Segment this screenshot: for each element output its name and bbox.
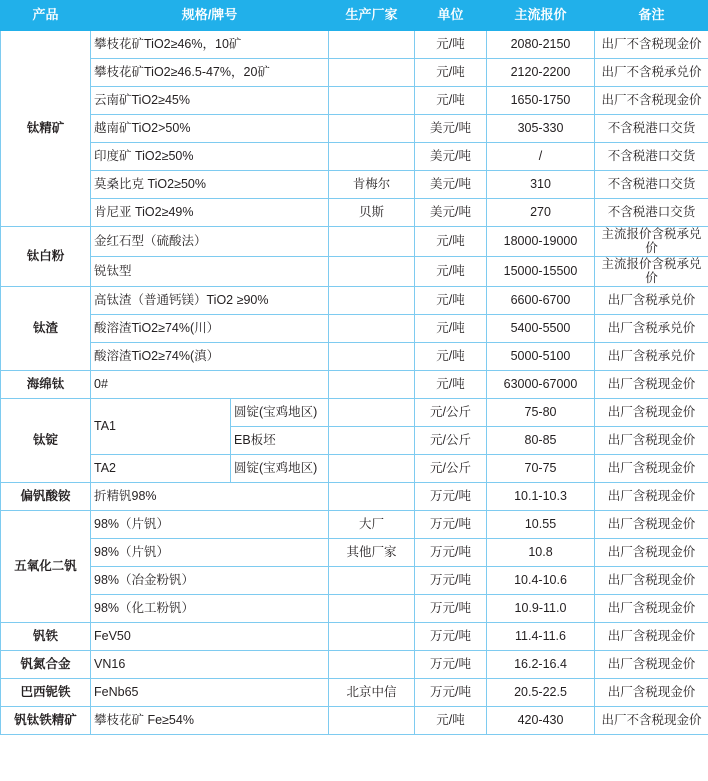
unit-cell: 美元/吨 bbox=[415, 115, 487, 143]
unit-cell: 美元/吨 bbox=[415, 171, 487, 199]
remark-cell: 不含税港口交货 bbox=[595, 199, 708, 227]
price-cell: 270 bbox=[487, 199, 595, 227]
table-row bbox=[1, 454, 708, 482]
remark-cell: 出厂含税现金价 bbox=[595, 454, 708, 482]
unit-cell: 元/公斤 bbox=[415, 398, 487, 426]
manufacturer-cell bbox=[329, 314, 415, 342]
price-cell: 5000-5100 bbox=[487, 342, 595, 370]
remark-cell: 出厂不含税现金价 bbox=[595, 31, 708, 59]
spec-detail-cell: 圆锭(宝鸡地区) bbox=[231, 454, 329, 482]
price-cell: 70-75 bbox=[487, 454, 595, 482]
table-row bbox=[1, 398, 708, 426]
unit-cell: 万元/吨 bbox=[415, 566, 487, 594]
unit-cell: 万元/吨 bbox=[415, 650, 487, 678]
remark-cell: 出厂不含税现金价 bbox=[595, 706, 708, 734]
manufacturer-cell bbox=[329, 286, 415, 314]
price-cell: / bbox=[487, 143, 595, 171]
table-body bbox=[1, 31, 708, 735]
spec-cell: 高钛渣（普通钙镁）TiO2 ≥90% bbox=[91, 286, 329, 314]
spec-cell: 云南矿TiO2≥45% bbox=[91, 87, 329, 115]
remark-cell: 出厂含税现金价 bbox=[595, 594, 708, 622]
table-row bbox=[1, 31, 708, 59]
price-cell: 10.8 bbox=[487, 538, 595, 566]
spec-cell: 98%（片钒） bbox=[91, 538, 329, 566]
product-cell: 钛锭 bbox=[1, 398, 91, 482]
spec-cell: FeNb65 bbox=[91, 678, 329, 706]
remark-cell: 不含税港口交货 bbox=[595, 143, 708, 171]
spec-cell: VN16 bbox=[91, 650, 329, 678]
table-row bbox=[1, 342, 708, 370]
spec-cell: 莫桑比克 TiO2≥50% bbox=[91, 171, 329, 199]
manufacturer-cell bbox=[329, 398, 415, 426]
remark-cell: 出厂含税现金价 bbox=[595, 482, 708, 510]
unit-cell: 元/吨 bbox=[415, 256, 487, 286]
spec-cell: 越南矿TiO2>50% bbox=[91, 115, 329, 143]
remark-cell: 出厂不含税现金价 bbox=[595, 87, 708, 115]
table-row bbox=[1, 594, 708, 622]
price-cell: 11.4-11.6 bbox=[487, 622, 595, 650]
manufacturer-cell bbox=[329, 566, 415, 594]
unit-cell: 美元/吨 bbox=[415, 199, 487, 227]
price-cell: 2120-2200 bbox=[487, 59, 595, 87]
remark-cell: 出厂含税现金价 bbox=[595, 426, 708, 454]
unit-cell: 元/吨 bbox=[415, 706, 487, 734]
manufacturer-cell bbox=[329, 370, 415, 398]
remark-cell: 出厂不含税承兑价 bbox=[595, 59, 708, 87]
price-cell: 2080-2150 bbox=[487, 31, 595, 59]
price-cell: 75-80 bbox=[487, 398, 595, 426]
manufacturer-cell: 肯梅尔 bbox=[329, 171, 415, 199]
product-cell: 钛白粉 bbox=[1, 227, 91, 287]
product-cell: 海绵钛 bbox=[1, 370, 91, 398]
column-header-product: 产品 bbox=[1, 1, 91, 31]
price-cell: 63000-67000 bbox=[487, 370, 595, 398]
spec-cell: 锐钛型 bbox=[91, 256, 329, 286]
product-cell: 偏钒酸铵 bbox=[1, 482, 91, 510]
remark-cell: 出厂含税现金价 bbox=[595, 510, 708, 538]
table-row bbox=[1, 314, 708, 342]
table-row bbox=[1, 538, 708, 566]
unit-cell: 元/公斤 bbox=[415, 426, 487, 454]
manufacturer-cell: 其他厂家 bbox=[329, 538, 415, 566]
page-bottom-spacer bbox=[0, 735, 708, 781]
table-row bbox=[1, 256, 708, 286]
product-cell: 五氧化二钒 bbox=[1, 510, 91, 622]
unit-cell: 万元/吨 bbox=[415, 538, 487, 566]
product-cell: 钒铁 bbox=[1, 622, 91, 650]
table-row bbox=[1, 115, 708, 143]
price-cell: 420-430 bbox=[487, 706, 595, 734]
table-header-row bbox=[1, 1, 708, 31]
manufacturer-cell: 北京中信 bbox=[329, 678, 415, 706]
spec-cell: 攀枝花矿TiO2≥46.5-47%，20矿 bbox=[91, 59, 329, 87]
price-cell: 20.5-22.5 bbox=[487, 678, 595, 706]
product-cell: 巴西铌铁 bbox=[1, 678, 91, 706]
table-row bbox=[1, 482, 708, 510]
table-row bbox=[1, 286, 708, 314]
spec-cell: 攀枝花矿TiO2≥46%，10矿 bbox=[91, 31, 329, 59]
table-row bbox=[1, 199, 708, 227]
product-cell: 钛精矿 bbox=[1, 31, 91, 227]
manufacturer-cell bbox=[329, 706, 415, 734]
manufacturer-cell bbox=[329, 482, 415, 510]
spec-cell: 攀枝花矿 Fe≥54% bbox=[91, 706, 329, 734]
remark-cell: 出厂含税现金价 bbox=[595, 678, 708, 706]
manufacturer-cell: 大厂 bbox=[329, 510, 415, 538]
column-header-remark: 备注 bbox=[595, 1, 708, 31]
spec-cell: 98%（冶金粉钒） bbox=[91, 566, 329, 594]
unit-cell: 万元/吨 bbox=[415, 594, 487, 622]
table-row bbox=[1, 566, 708, 594]
manufacturer-cell bbox=[329, 256, 415, 286]
manufacturer-cell bbox=[329, 31, 415, 59]
remark-cell: 出厂含税现金价 bbox=[595, 566, 708, 594]
manufacturer-cell bbox=[329, 227, 415, 257]
spec-cell: 折精钒98% bbox=[91, 482, 329, 510]
remark-cell: 不含税港口交货 bbox=[595, 171, 708, 199]
remark-cell: 出厂含税现金价 bbox=[595, 538, 708, 566]
spec-grade-cell: TA2 bbox=[91, 454, 231, 482]
remark-cell: 主流报价含税承兑价 bbox=[595, 227, 708, 257]
spec-detail-cell: EB板坯 bbox=[231, 426, 329, 454]
column-header-unit: 单位 bbox=[415, 1, 487, 31]
unit-cell: 元/吨 bbox=[415, 342, 487, 370]
unit-cell: 元/吨 bbox=[415, 31, 487, 59]
price-cell: 5400-5500 bbox=[487, 314, 595, 342]
table-header bbox=[1, 1, 708, 31]
price-cell: 10.1-10.3 bbox=[487, 482, 595, 510]
manufacturer-cell bbox=[329, 59, 415, 87]
table-row bbox=[1, 370, 708, 398]
unit-cell: 万元/吨 bbox=[415, 678, 487, 706]
manufacturer-cell bbox=[329, 594, 415, 622]
spec-cell: 98%（片钒） bbox=[91, 510, 329, 538]
unit-cell: 万元/吨 bbox=[415, 482, 487, 510]
manufacturer-cell bbox=[329, 426, 415, 454]
price-cell: 10.9-11.0 bbox=[487, 594, 595, 622]
price-cell: 1650-1750 bbox=[487, 87, 595, 115]
unit-cell: 万元/吨 bbox=[415, 510, 487, 538]
manufacturer-cell bbox=[329, 650, 415, 678]
spec-cell: 0# bbox=[91, 370, 329, 398]
remark-cell: 出厂含税承兑价 bbox=[595, 314, 708, 342]
remark-cell: 出厂含税现金价 bbox=[595, 650, 708, 678]
column-header-manufacturer: 生产厂家 bbox=[329, 1, 415, 31]
column-header-price: 主流报价 bbox=[487, 1, 595, 31]
price-cell: 80-85 bbox=[487, 426, 595, 454]
product-cell: 钒钛铁精矿 bbox=[1, 706, 91, 734]
price-cell: 16.2-16.4 bbox=[487, 650, 595, 678]
spec-cell: FeV50 bbox=[91, 622, 329, 650]
spec-cell: 98%（化工粉钒） bbox=[91, 594, 329, 622]
table-row bbox=[1, 59, 708, 87]
manufacturer-cell bbox=[329, 622, 415, 650]
unit-cell: 万元/吨 bbox=[415, 622, 487, 650]
unit-cell: 元/吨 bbox=[415, 227, 487, 257]
manufacturer-cell: 贝斯 bbox=[329, 199, 415, 227]
table-row bbox=[1, 706, 708, 734]
unit-cell: 元/吨 bbox=[415, 286, 487, 314]
spec-cell: 肯尼亚 TiO2≥49% bbox=[91, 199, 329, 227]
price-cell: 10.55 bbox=[487, 510, 595, 538]
remark-cell: 出厂含税现金价 bbox=[595, 622, 708, 650]
price-cell: 18000-19000 bbox=[487, 227, 595, 257]
price-cell: 310 bbox=[487, 171, 595, 199]
product-cell: 钒氮合金 bbox=[1, 650, 91, 678]
unit-cell: 美元/吨 bbox=[415, 143, 487, 171]
remark-cell: 出厂含税承兑价 bbox=[595, 286, 708, 314]
spec-cell: 金红石型（硫酸法） bbox=[91, 227, 329, 257]
table-row bbox=[1, 650, 708, 678]
table-row bbox=[1, 678, 708, 706]
manufacturer-cell bbox=[329, 87, 415, 115]
table-row bbox=[1, 171, 708, 199]
spec-cell: 印度矿 TiO2≥50% bbox=[91, 143, 329, 171]
unit-cell: 元/公斤 bbox=[415, 454, 487, 482]
remark-cell: 出厂含税现金价 bbox=[595, 370, 708, 398]
price-cell: 15000-15500 bbox=[487, 256, 595, 286]
table-row bbox=[1, 622, 708, 650]
unit-cell: 元/吨 bbox=[415, 87, 487, 115]
unit-cell: 元/吨 bbox=[415, 314, 487, 342]
remark-cell: 出厂含税承兑价 bbox=[595, 342, 708, 370]
manufacturer-cell bbox=[329, 342, 415, 370]
price-cell: 10.4-10.6 bbox=[487, 566, 595, 594]
remark-cell: 出厂含税现金价 bbox=[595, 398, 708, 426]
table-row bbox=[1, 510, 708, 538]
spec-grade-cell: TA1 bbox=[91, 398, 231, 454]
table-row bbox=[1, 227, 708, 257]
remark-cell: 主流报价含税承兑价 bbox=[595, 256, 708, 286]
manufacturer-cell bbox=[329, 143, 415, 171]
unit-cell: 元/吨 bbox=[415, 59, 487, 87]
spec-cell: 酸溶渣TiO2≥74%(滇） bbox=[91, 342, 329, 370]
column-header-spec: 规格/牌号 bbox=[91, 1, 329, 31]
unit-cell: 元/吨 bbox=[415, 370, 487, 398]
manufacturer-cell bbox=[329, 454, 415, 482]
table-row bbox=[1, 143, 708, 171]
remark-cell: 不含税港口交货 bbox=[595, 115, 708, 143]
price-cell: 305-330 bbox=[487, 115, 595, 143]
manufacturer-cell bbox=[329, 115, 415, 143]
product-cell: 钛渣 bbox=[1, 286, 91, 370]
spec-cell: 酸溶渣TiO2≥74%(川） bbox=[91, 314, 329, 342]
price-cell: 6600-6700 bbox=[487, 286, 595, 314]
spec-detail-cell: 圆锭(宝鸡地区) bbox=[231, 398, 329, 426]
table-row bbox=[1, 87, 708, 115]
